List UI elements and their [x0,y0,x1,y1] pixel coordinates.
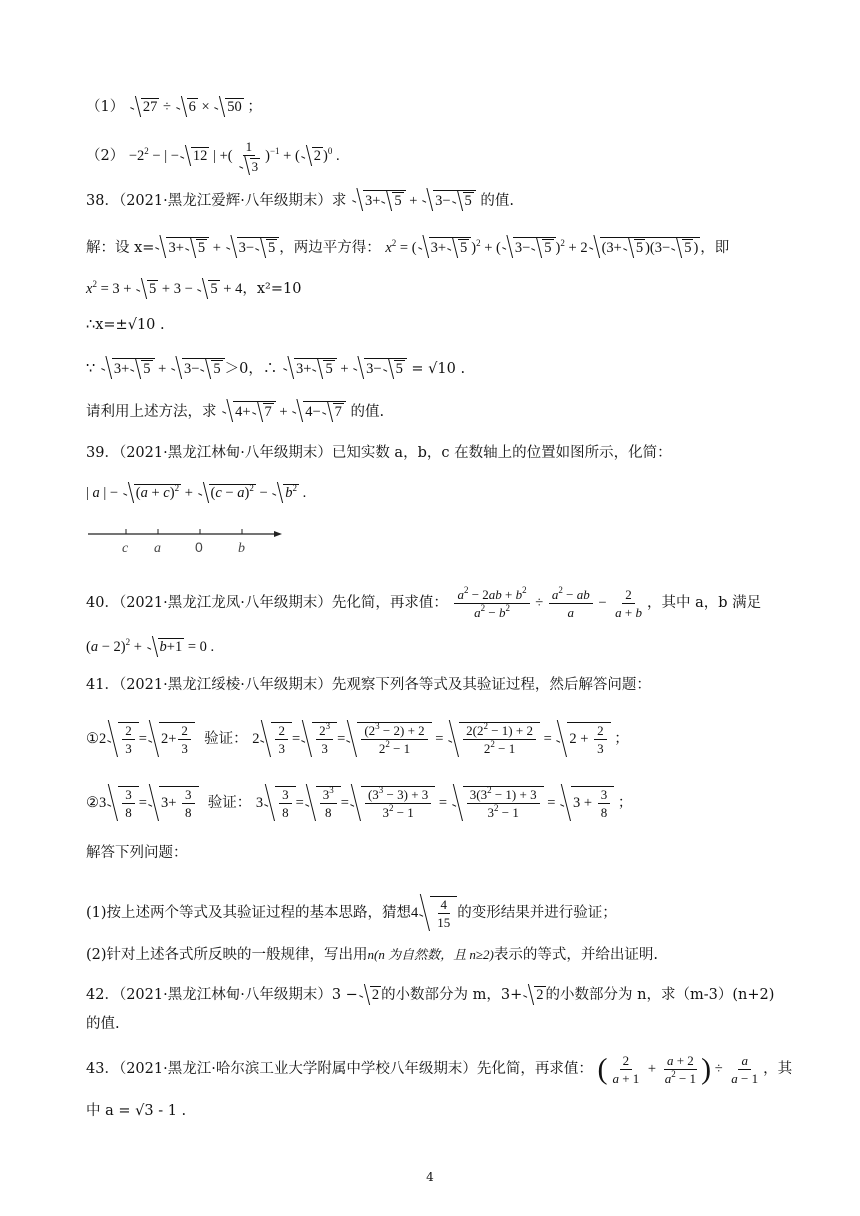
number-line-arrow [274,531,282,537]
q38-line4-lead: ∵ [86,361,96,377]
q43-tail: ，其 [763,1060,793,1077]
q38-line4-mid: ＞0，∴ [224,361,278,377]
label-a: a [154,541,161,556]
q41-subquestion-2 [86,948,658,963]
question-43 [86,1054,792,1085]
q38-line2-end: ，x²=10 [242,281,302,297]
q38-line5-lead: 请利用上述方法，求 [86,404,217,420]
q40-expr: $\frac{a^2 - 2ab + b^2}{a^2 - b^2}$ ÷ $\frac{a^2 - ab}{a}$ − $\frac{2}{a + b}$ [452,595,647,611]
q38-line5-end: 的值. [350,404,385,420]
q41-s2-c: 表示的等式，并给出证明. [493,947,658,963]
page-number: 4 [426,1170,434,1184]
question-38 [86,190,514,209]
q41-s2: (2)针对上述各式所反映的一般规律，写出用 [86,947,368,963]
q42-sqrt-1: 2 [358,987,381,1003]
q39-expr: | a | − $(a + c)^2 + (c - a)^2 - b^2$ . [86,483,307,501]
q41-e2-expr: 3 $\frac{3}{8}$ = 3+ $\frac{3}{8}$ [99,795,199,811]
q41-s1-lead: (1)按上述两个等式及其验证过程的基本思路，猜想 [86,904,412,921]
problem-1 [86,98,262,115]
q38-tail: 的值. [480,193,514,209]
q41-solve-head: 解答下列问题： [86,845,188,861]
q38-solution-line2 [86,280,301,297]
q43-line2-text: 中 a = √3 - 1 . [86,1103,187,1119]
q41-s1-expr: 4 $\frac{4}{15}$ [411,905,457,921]
q41-e2-mark: ② [86,794,99,811]
q38-head: 38．（2021·黑龙江爱辉·八年级期末）求 [86,193,347,209]
q42-line1-b: 的小数部分为 m，3+ [381,987,523,1003]
q38-solution-line4 [86,358,465,377]
number-line-figure [86,524,286,556]
q38-solution-line5 [86,401,384,420]
q38-line3: ∴x=±√10 . [86,317,165,333]
label-0: 0 [195,539,203,555]
problem-1-number: （1） [86,99,125,115]
question-41 [86,678,651,693]
q38-line5-expr: 4+ 7 + 4− 7 [221,404,346,420]
q38-expr: 3+ 5 + 3− 5 [351,193,476,209]
q42-line2 [86,1017,120,1032]
q41-e1-expr: 2 $\frac{2}{3}$ = 2+ $\frac{2}{3}$ [99,731,195,747]
q41-s1-end: 的变形结果并进行验证； [457,904,617,921]
q39-head: 39．（2021·黑龙江林甸·八年级期末）已知实数 a，b，c 在数轴上的位置如图所示，化简： [86,445,672,461]
q41-e2-proof: 3 $\frac{3}{8}$ = $\frac{3^3}{8}$ = $\frac{(3^3 - 3) + 3}{3^2 - 1}$ = $\frac{3(3^2 - 1) + 3}{3^2 - 1}$ = 3 + $\frac{3}{8}$ ； [255,785,633,820]
q43-expr: ( $\frac{2}{a + 1}$ + $\frac{a + 2}{a^2 - 1}$ ) ÷ $\frac{a}{a - 1}$ [597,1052,759,1086]
q43-line2 [86,1104,186,1119]
q40-condition [86,638,214,655]
q38-line4-end: = √10 . [411,361,466,377]
q41-equation-2 [86,786,632,819]
q41-solve-heading [86,846,188,861]
problem-1-expr: 27 ÷ 6 × 50 ； [129,99,262,115]
q40-cond: $(a - 2)^2 + b+1 = 0$ . [86,637,215,655]
q41-head: 41．（2021·黑龙江绥棱·八年级期末）先观察下列各等式及其验证过程，然后解答问题： [86,677,651,693]
q42-sqrt-2: 2 [522,987,545,1003]
problem-2-number: （2） [86,147,125,164]
q42-line1: 42．（2021·黑龙江林甸·八年级期末）3 − [86,987,358,1003]
q38-sol-lead: 解：设 x= [86,240,155,256]
q41-subquestion-1 [86,896,617,929]
q39-expression [86,484,306,501]
q40-head: 40．（2021·黑龙江龙凤·八年级期末）先化简，再求值： [86,594,448,611]
question-42 [86,986,774,1003]
question-40 [86,585,762,620]
q42-line1-c: 的小数部分为 n，求（m-3）(n+2) [545,987,775,1003]
q41-e1-mark: ① [86,730,99,747]
label-b: b [238,541,245,556]
q43-head: 43．（2021·黑龙江·哈尔滨工业大学附属中学校八年级期末）先化简，再求值： [86,1060,593,1077]
q38-line4-expr1: 3+ 5 + 3− 5 [100,361,225,377]
q41-e2-verify: 验证： [207,794,252,811]
q41-e1-proof: 2 $\frac{2}{3}$ = $\frac{2^3}{3}$ = $\frac{(2^3 - 2) + 2}{2^2 - 1}$ = $\frac{2(2^2 - 1) + 2}{2^2 - 1}$ = 2 + $\frac{2}{3}$ ； [252,721,629,756]
problem-2 [86,140,340,173]
q42-line2-text: 的值. [86,1016,120,1032]
q38-solution-line1 [86,237,729,256]
q40-mid: ，其中 a，b 满足 [646,594,762,611]
q38-line2-expr: $x^2 = 3 + 5 + 3 - 5 + 4$ [86,279,243,297]
q38-line4-expr2: 3+ 5 + 3− 5 [282,361,407,377]
q38-sol-mid: ，两边平方得： [279,240,381,256]
q38-sol-expr2: $x^2$ = ( 3+ 5 )$^2$ + ( 3− 5 )$^2$ + 2 (3+ 5 )(3− 5 ) [385,238,699,256]
q38-sol-end: ，即 [700,240,730,256]
q41-equation-1 [86,722,629,755]
question-39 [86,446,672,461]
problem-2-expr: $-2^2$ − | − 12 | +( $\frac{1}{3}$ )$^{-1}$ + ( 2 )$^0$ . [128,139,340,174]
q41-s2-b: n(n 为自然数，且 n≥2) [367,947,494,962]
q38-sol-expr1: 3+ 5 + 3− 5 [154,240,279,256]
q38-solution-line3 [86,318,165,333]
label-c: c [122,541,129,556]
q41-e1-verify: 验证： [204,730,248,747]
